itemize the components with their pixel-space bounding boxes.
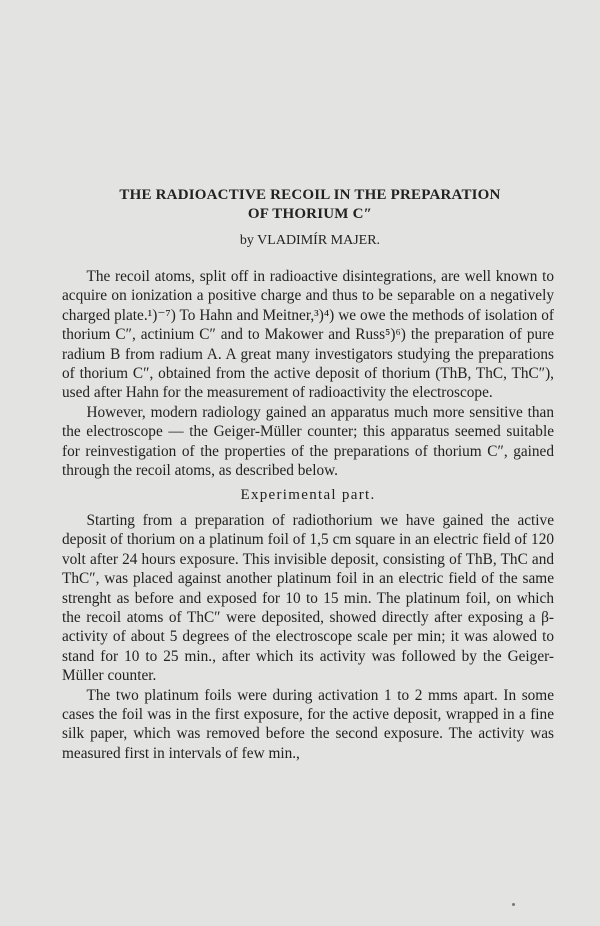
page-speck	[512, 903, 515, 906]
title-line-2: OF THORIUM C″	[247, 206, 373, 222]
paper-title	[60, 186, 560, 224]
paragraph: However, modern radiology gained an apparatus much more sensitive than the electroscope — the Geiger-Müller counter; this apparatus seemed suitable for reinvestigation of the properties of the preparations of thorium C″, gained through the recoil atoms, as described below.	[62, 403, 554, 480]
author-byline: by VLADIMÍR MAJER.	[239, 233, 381, 248]
paragraph: Starting from a preparation of radiothorium we have gained the active deposit of thorium on a platinum foil of 1,5 cm square in an electric field of 120 volt after 24 hours exposure. This invisible deposit, consisting of ThB, ThC and ThC″, was placed against another platinum foil in an electric field of the same strenght as before and exposed for 10 to 15 min. The platinum foil, on which the recoil atoms of ThC″ were deposited, showed directly after exposing a β-activity of about 5 degrees of the electroscope scale per min; it was alowed to stand for 10 to 25 min., after which its activity was followed by the Geiger-Müller counter.	[62, 511, 554, 685]
title-line-1: THE RADIOACTIVE RECOIL IN THE PREPARATION	[119, 187, 501, 203]
article-body	[62, 267, 554, 763]
paragraph: The recoil atoms, split off in radioactive disintegrations, are well known to acquire on ionization a positive charge and thus to be separable on a negatively charged plate.¹)⁻⁷) To Hahn and Meitner,³)⁴) we owe the methods of isolation of thorium C″, actinium C″ and to Makower and Russ⁵)⁶) the preparation of pure radium B from radium A. A great many investigators studying the preparations of thorium C″, obtained from the active deposit of thorium (ThB, ThC, ThC″), used after Hahn for the measurement of radioactivity the electroscope.	[62, 268, 554, 402]
paragraph: The two platinum foils were during activation 1 to 2 mms apart. In some cases the foil was in the first exposure, for the active deposit, wrapped in a fine silk paper, which was removed before the second exposure. The activity was measured first in intervals of few min.,	[62, 686, 554, 762]
section-heading: Experimental part.	[240, 487, 376, 504]
